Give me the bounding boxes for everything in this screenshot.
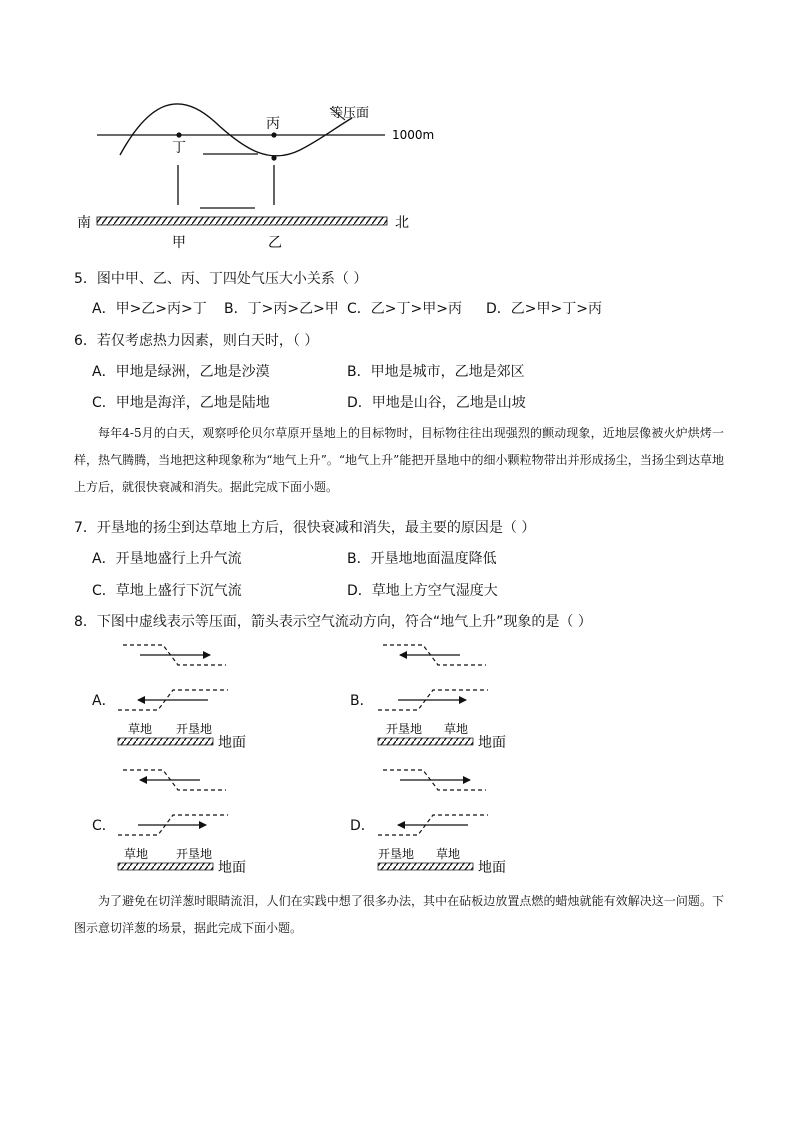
label-ding: 丁 <box>172 140 186 156</box>
label-ground: 地面 <box>478 735 506 751</box>
label-jia: 甲 <box>172 235 186 251</box>
isobar-curve <box>120 104 352 156</box>
option-d-diagram <box>378 770 506 876</box>
q7-option-b[interactable]: B．开垦地地面温度降低 <box>347 551 497 567</box>
label-south: 南 <box>77 215 91 231</box>
label-isobar: 等压面 <box>330 106 370 121</box>
q6-option-c[interactable]: C．甲地是海洋，乙地是陆地 <box>92 395 270 411</box>
isobar-figure <box>77 104 434 251</box>
q6-option-b[interactable]: B．甲地是城市，乙地是郊区 <box>347 364 525 380</box>
q8-stem: 8．下图中虚线表示等压面，箭头表示空气流动方向，符合“地气上升”现象的是（ ） <box>74 614 592 630</box>
label-ground: 地面 <box>478 860 506 876</box>
q5-option-a[interactable]: A．甲>乙>丙>丁 <box>92 301 207 317</box>
label-1000m: 1000m <box>392 128 435 142</box>
q7-stem: 7．开垦地的扬尘到达草地上方后，很快衰减和消失，最主要的原因是（ ） <box>74 520 536 536</box>
label-reclaimed: 开垦地 <box>378 847 415 861</box>
q8-option-d-letter[interactable]: D． <box>350 818 375 834</box>
q7-option-d[interactable]: D．草地上方空气湿度大 <box>347 583 498 599</box>
label-grass: 草地 <box>124 847 149 861</box>
label-grass: 草地 <box>128 722 153 736</box>
label-bing: 丙 <box>266 116 280 132</box>
q6-option-d[interactable]: D．甲地是山谷，乙地是山坡 <box>347 395 526 411</box>
q5-option-b[interactable]: B．丁>丙>乙>甲 <box>224 301 339 317</box>
option-c-diagram <box>118 770 246 876</box>
passage-2: 为了避免在切洋葱时眼睛流泪，人们在实践中想了很多办法，其中在砧板边放置点燃的蜡烛就能有效解决这一问题。下图示意切洋葱的场景，据此完成下面小题。 <box>74 894 724 935</box>
label-north: 北 <box>395 215 409 231</box>
label-ground: 地面 <box>218 860 246 876</box>
q8-option-c-letter[interactable]: C． <box>92 818 116 834</box>
ground-hatch <box>97 217 387 225</box>
label-yi: 乙 <box>268 235 282 251</box>
point-isobar-low <box>271 155 276 160</box>
q8-option-a-letter[interactable]: A． <box>92 693 116 709</box>
option-b-diagram <box>378 645 506 751</box>
q8-option-b-letter[interactable]: B． <box>350 693 374 709</box>
passage-1: 每年4-5月的白天，观察呼伦贝尔草原开垦地上的目标物时，目标物往往出现强烈的颤动现象，近地层像被火炉烘烤一样，热气腾腾，当地把这种现象称为“地气上升”。“地气上升”能把开垦地中的细小颗粒物带出并形成扬尘，当扬尘到达草地上方后，就很快衰减和消失。据此完成下面小题。 <box>74 426 724 494</box>
point-bing <box>271 132 276 137</box>
q5-stem: 5．图中甲、乙、丙、丁四处气压大小关系（ ） <box>74 271 368 287</box>
label-reclaimed: 开垦地 <box>386 722 423 736</box>
option-a-diagram <box>118 645 246 751</box>
label-grass: 草地 <box>436 847 461 861</box>
point-ding <box>176 132 181 137</box>
q7-option-c[interactable]: C．草地上盛行下沉气流 <box>92 583 242 599</box>
label-reclaimed: 开垦地 <box>176 847 213 861</box>
q5-option-c[interactable]: C．乙>丁>甲>丙 <box>347 301 462 317</box>
label-ground: 地面 <box>218 735 246 751</box>
q6-option-a[interactable]: A．甲地是绿洲，乙地是沙漠 <box>92 364 270 380</box>
label-grass: 草地 <box>444 722 469 736</box>
q7-option-a[interactable]: A．开垦地盛行上升气流 <box>92 551 242 567</box>
q5-option-d[interactable]: D．乙>甲>丁>丙 <box>486 301 602 317</box>
label-reclaimed: 开垦地 <box>176 722 213 736</box>
q6-stem: 6．若仅考虑热力因素，则白天时，（ ） <box>74 333 319 349</box>
